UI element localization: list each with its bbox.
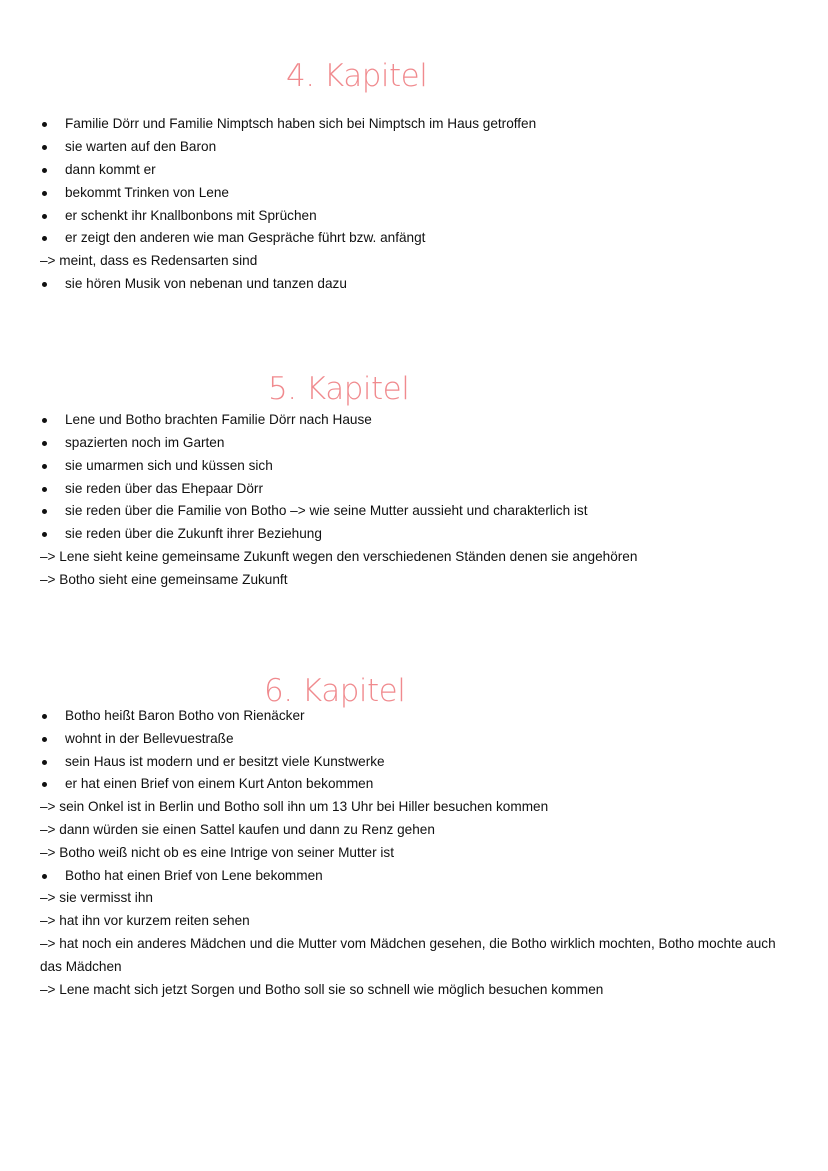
chapter-6-title: 6. Kapitel <box>264 673 406 709</box>
list-item-text: er hat einen Brief von einem Kurt Anton bekommen <box>65 776 374 791</box>
chapter-4-arrow-note: –> meint, dass es Redensarten sind <box>40 253 258 268</box>
list-item-text: sie warten auf den Baron <box>65 139 217 154</box>
chapter-5-bullet <box>40 432 224 455</box>
chapter-5-arrow-note: –> Botho sieht eine gemeinsame Zukunft <box>40 572 288 587</box>
bullet-dot <box>42 418 47 423</box>
chapter-4-title: 4. Kapitel <box>286 58 428 94</box>
bullet-dot <box>42 236 47 241</box>
bullet-dot <box>42 782 47 787</box>
chapter-6-bullet <box>40 865 323 888</box>
bullet-dot <box>42 874 47 879</box>
list-item-text: bekommt Trinken von Lene <box>65 185 229 200</box>
chapter-6-arrow-note: –> Lene macht sich jetzt Sorgen und Botho soll sie so schnell wie möglich besuchen kommen <box>40 982 604 997</box>
list-item-text: wohnt in der Bellevuestraße <box>65 731 234 746</box>
list-item-text: sie reden über die Familie von Botho –> wie seine Mutter aussieht und charakterlich ist <box>65 503 588 518</box>
bullet-dot <box>42 487 47 492</box>
list-item-text: dann kommt er <box>65 162 156 177</box>
list-item-text: Familie Dörr und Familie Nimptsch haben sich bei Nimptsch im Haus getroffen <box>65 116 537 131</box>
list-item-text: Lene und Botho brachten Familie Dörr nach Hause <box>65 412 372 427</box>
bullet-dot <box>42 737 47 742</box>
chapter-5-bullet <box>40 500 588 523</box>
chapter-6-bullet <box>40 751 385 774</box>
list-item-text: spazierten noch im Garten <box>65 435 225 450</box>
chapter-5-bullet <box>40 409 372 432</box>
chapter-6-arrow-note: –> sein Onkel ist in Berlin und Botho soll ihn um 13 Uhr bei Hiller besuchen kommen <box>40 799 549 814</box>
chapter-6-arrow-note: –> sie vermisst ihn <box>40 890 153 905</box>
list-item-text: sie reden über die Zukunft ihrer Beziehung <box>65 526 322 541</box>
chapter-4-bullet <box>40 205 317 228</box>
bullet-dot <box>42 714 47 719</box>
bullet-dot <box>42 441 47 446</box>
bullet-dot <box>42 464 47 469</box>
chapter-6-bullet <box>40 705 305 728</box>
chapter-5-bullet <box>40 478 263 501</box>
list-item-text: sein Haus ist modern und er besitzt viele Kunstwerke <box>65 754 385 769</box>
bullet-dot <box>42 168 47 173</box>
chapter-6-arrow-note: –> hat ihn vor kurzem reiten sehen <box>40 913 250 928</box>
list-item-text: er schenkt ihr Knallbonbons mit Sprüchen <box>65 208 317 223</box>
chapter-4-bullet <box>40 182 229 205</box>
list-item-text: Botho hat einen Brief von Lene bekommen <box>65 868 323 883</box>
chapter-5-arrow-note: –> Lene sieht keine gemeinsame Zukunft wegen den verschiedenen Ständen denen sie angehören <box>40 549 638 564</box>
list-item-text: er zeigt den anderen wie man Gespräche führt bzw. anfängt <box>65 230 426 245</box>
bullet-dot <box>42 145 47 150</box>
chapter-6-arrow-note: –> Botho weiß nicht ob es eine Intrige von seiner Mutter ist <box>40 845 395 860</box>
bullet-dot <box>42 509 47 514</box>
chapter-5-bullet <box>40 523 322 546</box>
bullet-dot <box>42 760 47 765</box>
chapter-4-bullet <box>40 273 347 296</box>
list-item-text: sie reden über das Ehepaar Dörr <box>65 481 263 496</box>
list-item-text: sie hören Musik von nebenan und tanzen dazu <box>65 276 347 291</box>
chapter-5-title: 5. Kapitel <box>268 371 410 407</box>
chapter-4-bullet <box>40 136 216 159</box>
bullet-dot <box>42 532 47 537</box>
list-item-text: sie umarmen sich und küssen sich <box>65 458 273 473</box>
chapter-6-bullet <box>40 773 373 796</box>
chapter-6-bullet <box>40 728 234 751</box>
bullet-dot <box>42 122 47 127</box>
bullet-dot <box>42 214 47 219</box>
bullet-dot <box>42 282 47 287</box>
list-item-text: Botho heißt Baron Botho von Rienäcker <box>65 708 305 723</box>
chapter-6-arrow-note: –> hat noch ein anderes Mädchen und die Mutter vom Mädchen gesehen, die Botho wirklich mochten, Botho mochte auch das Mädchen <box>40 936 776 974</box>
chapter-5-bullet <box>40 455 273 478</box>
chapter-6-arrow-note: –> dann würden sie einen Sattel kaufen und dann zu Renz gehen <box>40 822 435 837</box>
chapter-4-bullet <box>40 227 425 250</box>
chapter-4-bullet <box>40 113 536 136</box>
chapter-4-bullet <box>40 159 156 182</box>
bullet-dot <box>42 191 47 196</box>
